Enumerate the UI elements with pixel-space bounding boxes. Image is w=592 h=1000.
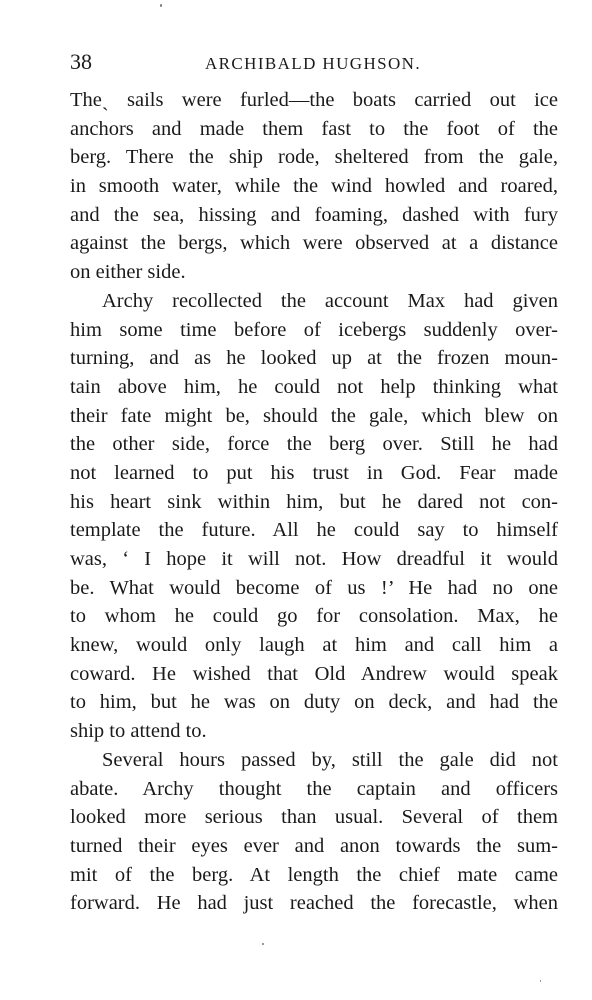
page-header xyxy=(70,48,560,76)
text-line: tain above him, he could not help thinking what xyxy=(70,375,558,398)
paragraph xyxy=(70,86,558,287)
text-line: coward. He wished that Old Andrew would speak xyxy=(70,662,558,685)
paragraph xyxy=(70,287,558,746)
body-text xyxy=(70,86,558,918)
text-line: and the sea, hissing and foaming, dashed with fury xyxy=(70,203,558,226)
text-line: against the bergs, which were observed at a distance xyxy=(70,232,558,255)
text-line: forward. He had just reached the forecastle, when xyxy=(70,892,558,915)
print-speck xyxy=(160,4,162,7)
paragraph xyxy=(70,746,558,918)
text-line: abate. Archy thought the captain and officers xyxy=(70,777,558,800)
print-speck xyxy=(540,980,541,982)
text-line: template the future. All he could say to himself xyxy=(70,519,558,542)
page-number: 38 xyxy=(70,49,92,74)
text-line: to whom he could go for consolation. Max, he xyxy=(70,605,558,628)
text-line: turned their eyes ever and anon towards the sum- xyxy=(70,834,558,857)
text-line: Theˏ sails were furled—the boats carried out ice xyxy=(70,89,558,111)
text-line: Archy recollected the account Max had given xyxy=(102,289,558,312)
text-line: their fate might be, should the gale, which blew on xyxy=(70,404,558,427)
text-line: on either side. xyxy=(70,261,186,284)
text-line: ship to attend to. xyxy=(70,720,207,743)
text-line: his heart sink within him, but he dared not con- xyxy=(70,490,558,513)
text-line: Several hours passed by, still the gale did not xyxy=(102,748,558,771)
running-head: ARCHIBALD HUGHSON. xyxy=(205,54,421,73)
text-line: was, ‘ I hope it will not. How dreadful it would xyxy=(70,548,558,570)
text-line: the other side, force the berg over. Still he had xyxy=(70,433,558,456)
text-line: him some time before of icebergs suddenly over- xyxy=(70,318,558,341)
text-line: in smooth water, while the wind howled and roared, xyxy=(70,175,558,198)
text-line: turning, and as he looked up at the frozen moun- xyxy=(70,347,558,370)
print-speck xyxy=(262,943,264,945)
text-line: mit of the berg. At length the chief mate came xyxy=(70,863,558,886)
text-line: not learned to put his trust in God. Fear made xyxy=(70,461,558,484)
text-line: looked more serious than usual. Several of them xyxy=(70,806,558,829)
text-line: to him, but he was on duty on deck, and had the xyxy=(70,691,558,714)
text-line: be. What would become of us !’ He had no one xyxy=(70,576,558,599)
text-line: berg. There the ship rode, sheltered from the gale, xyxy=(70,146,558,169)
text-line: anchors and made them fast to the foot of the xyxy=(70,117,558,140)
text-line: knew, would only laugh at him and call him a xyxy=(70,634,558,657)
